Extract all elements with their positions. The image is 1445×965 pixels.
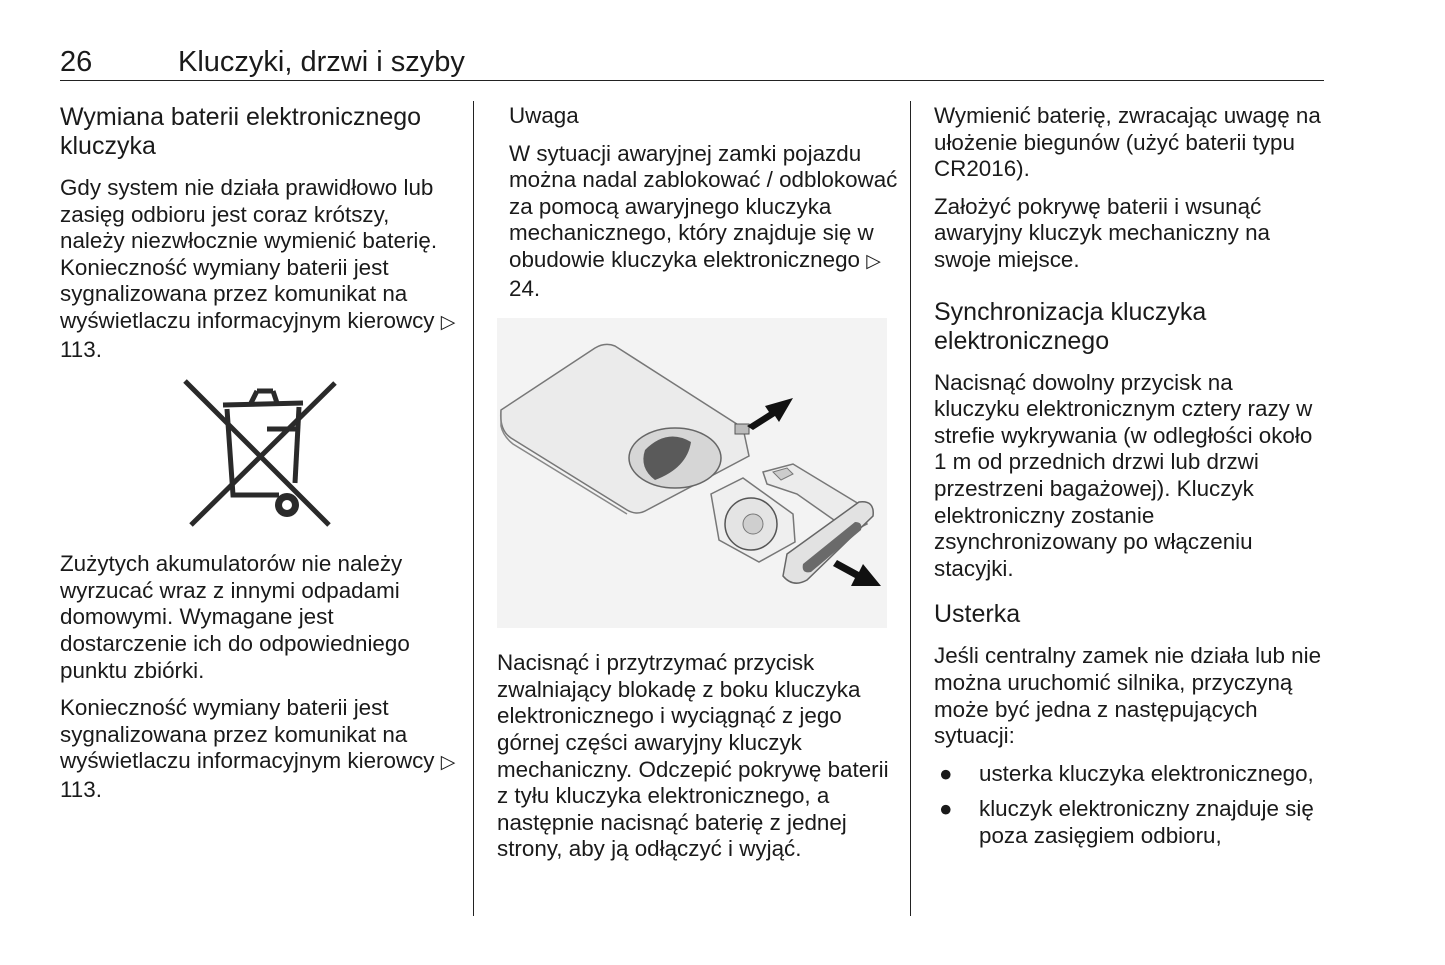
- paragraph: Zużytych akumulatorów nie należy wyrzucać wraz z innymi odpadami domowymi. Wymagane jest dostarczenie ich do odpowiedniego punktu zbiórki.: [60, 551, 410, 683]
- list-item: ● kluczyk elektroniczny znajduje się poza zasięgiem odbioru,: [939, 796, 1314, 848]
- bullet-icon: ●: [939, 796, 953, 822]
- note-text: W sytuacji awaryjnej zamki pojazdu można nadal zablokować / odblokować za pomocą awaryjnego kluczyka mechanicznego, który znajduje się w obudowie kluczyka elektronicznego ▷ 24.: [509, 140, 898, 301]
- column-3: [934, 103, 1324, 858]
- list-item: ● usterka kluczyka elektronicznego,: [939, 760, 1314, 786]
- column-divider: [473, 101, 474, 916]
- column-1: [60, 103, 460, 815]
- page-reference[interactable]: 113.: [60, 336, 102, 362]
- column-2: [497, 103, 899, 874]
- paragraph: Nacisnąć i przytrzymać przycisk zwalniający blokadę z boku kluczyka elektronicznego i wyciągnąć z jego górnej części awaryjny kluczyk mechaniczny. Odczepić pokrywę baterii z tyłu kluczyka elektronicznego, a następnie nacisnąć baterię z jednej strony, aby ją odłączyć i wyjąć.: [497, 650, 889, 862]
- crossed-out-wheelie-bin-icon: [183, 377, 338, 529]
- paragraph: Jeśli centralny zamek nie działa lub nie można uruchomić silnika, przyczyną może być jedna z następujących sytuacji:: [934, 643, 1322, 749]
- reference-arrow-icon: ▷: [440, 311, 456, 333]
- reference-arrow-icon: ▷: [866, 250, 881, 272]
- paragraph: Wymienić baterię, zwracając uwagę na ułożenie biegunów (użyć baterii typu CR2016).: [934, 103, 1321, 182]
- key-battery-illustration: [497, 318, 887, 628]
- bullet-icon: ●: [939, 760, 953, 786]
- chapter-title: Kluczyki, drzwi i szyby: [178, 46, 465, 78]
- paragraph: Założyć pokrywę baterii i wsunąć awaryjny kluczyk mechaniczny na swoje miejsce.: [934, 193, 1270, 272]
- section-heading: Usterka: [934, 600, 1021, 629]
- section-heading: Synchronizacja kluczyka elektronicznego: [934, 297, 1207, 355]
- page-header: [60, 44, 1324, 81]
- page-number: 26: [60, 46, 93, 78]
- page-reference[interactable]: 113.: [60, 776, 102, 802]
- paragraph: Nacisnąć dowolny przycisk na kluczyku elektronicznym cztery razy w strefie wykrywania (w odległości około 1 m od przednich drzwi lub drzwi przestrzeni bagażowej). Kluczyk elektroniczny zostanie zsynchronizowany po włączeniu stacyjki.: [934, 369, 1313, 581]
- paragraph: Konieczność wymiany baterii jest sygnalizowana przez komunikat na wyświetlaczu informacyjnym kierowcy ▷ 113.: [60, 695, 456, 802]
- note-title: Uwaga: [509, 103, 579, 128]
- section-heading: Wymiana baterii elektronicznego kluczyka: [60, 103, 422, 160]
- page-reference[interactable]: 24.: [509, 275, 541, 301]
- column-divider: [910, 101, 911, 916]
- reference-arrow-icon: ▷: [440, 752, 456, 774]
- paragraph: Gdy system nie działa prawidłowo lub zasięg odbioru jest coraz krótszy, należy niezwłocznie wymienić baterię. Konieczność wymiany baterii jest sygnalizowana przez komunikat na wyświetlaczu informacyjnym kierowcy ▷ 113.: [60, 175, 456, 362]
